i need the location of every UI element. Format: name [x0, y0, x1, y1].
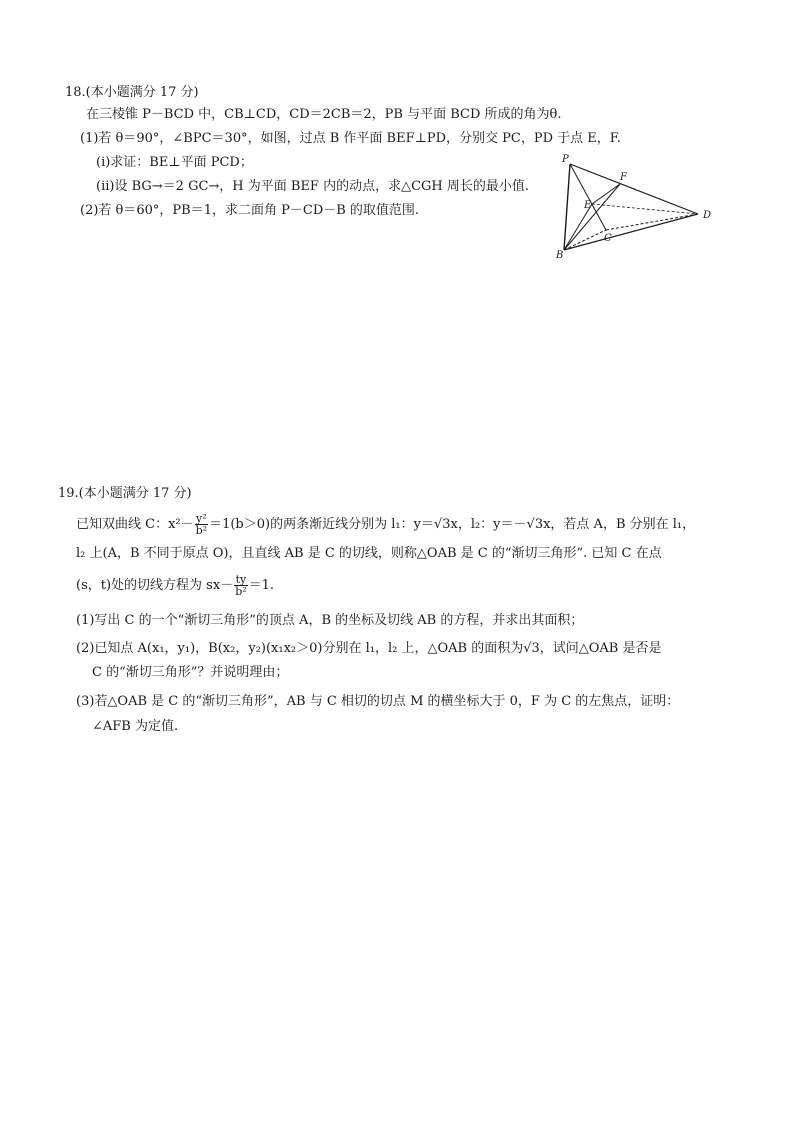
label-e: E: [584, 200, 592, 211]
q19-header: 19.(本小题满分 17 分): [58, 486, 192, 501]
q19-line3-end: ＝1.: [248, 578, 275, 593]
q19-line3-frac-den: b²: [235, 585, 247, 598]
q18-header: 18.(本小题满分 17 分): [65, 85, 199, 100]
q19-part3-b: ∠AFB 为定值.: [92, 719, 179, 734]
q19-line3-start: (s，t)处的切线方程为 sx－: [76, 578, 234, 593]
q19-line1-frac-den: b²: [195, 524, 208, 537]
q19-line3-frac-num: ty: [235, 573, 247, 586]
edge-cd: [606, 214, 698, 230]
q19-line1-start: 已知双曲线 C：x²－: [76, 517, 194, 532]
q18-part1: (1)若 θ＝90°，∠BPC＝30°，如图，过点 B 作平面 BEF⊥PD，分别交 PC，PD 于点 E，F.: [80, 131, 621, 146]
q19-line3-fraction: [234, 574, 247, 597]
q18-part1-ii: (ⅱ)设 BG→＝2 GC→，H 为平面 BEF 内的动点，求△CGH 周长的最小值.: [96, 179, 530, 194]
label-p: P: [562, 154, 569, 165]
q19-line3: [76, 574, 274, 597]
pyramid-figure: [548, 150, 724, 262]
edge-pb: [564, 164, 570, 250]
q18-intro: 在三棱锥 P－BCD 中，CB⊥CD，CD＝2CB＝2，PB 与平面 BCD 所成的角为θ.: [86, 107, 562, 122]
q19-line1-end: ＝1(b＞0)的两条渐近线分别为 l₁：y＝√3x，l₂：y＝－√3x，若点 A，B 分别在 l₁，: [209, 517, 696, 532]
q19-line1: [76, 513, 695, 536]
q19-line1-fraction: [195, 513, 208, 536]
q19-part1: (1)写出 C 的一个“渐切三角形”的顶点 A，B 的坐标及切线 AB 的方程，并求出其面积；: [76, 613, 584, 628]
edge-bd: [564, 214, 698, 250]
q19-part3-a: (3)若△OAB 是 C 的“渐切三角形”，AB 与 C 相切的切点 M 的横坐标大于 0，F 为 C 的左焦点，证明：: [76, 694, 680, 709]
edge-pc: [570, 164, 606, 230]
q18-part2: (2)若 θ＝60°，PB＝1，求二面角 P－CD－B 的取值范围.: [80, 203, 420, 218]
label-c: C: [604, 233, 612, 244]
q19-part2-a: (2)已知点 A(x₁，y₁)，B(x₂，y₂)(x₁x₂＞0)分别在 l₁，l₂ 上，△OAB 的面积为√3，试问△OAB 是否是: [76, 641, 662, 656]
label-b: B: [556, 250, 564, 261]
label-d: D: [703, 210, 712, 221]
q19-part2-b: C 的“渐切三角形”？并说明理由；: [92, 665, 289, 680]
q19-line1-frac-num: y²: [196, 512, 207, 525]
edge-ed: [592, 204, 698, 214]
q18-part1-i: (ⅰ)求证：BE⊥平面 PCD；: [96, 155, 253, 170]
q19-line2: l₂ 上(A，B 不同于原点 O)，且直线 AB 是 C 的切线，则称△OAB 是 C 的“渐切三角形”. 已知 C 在点: [76, 546, 662, 561]
label-f: F: [620, 172, 627, 183]
